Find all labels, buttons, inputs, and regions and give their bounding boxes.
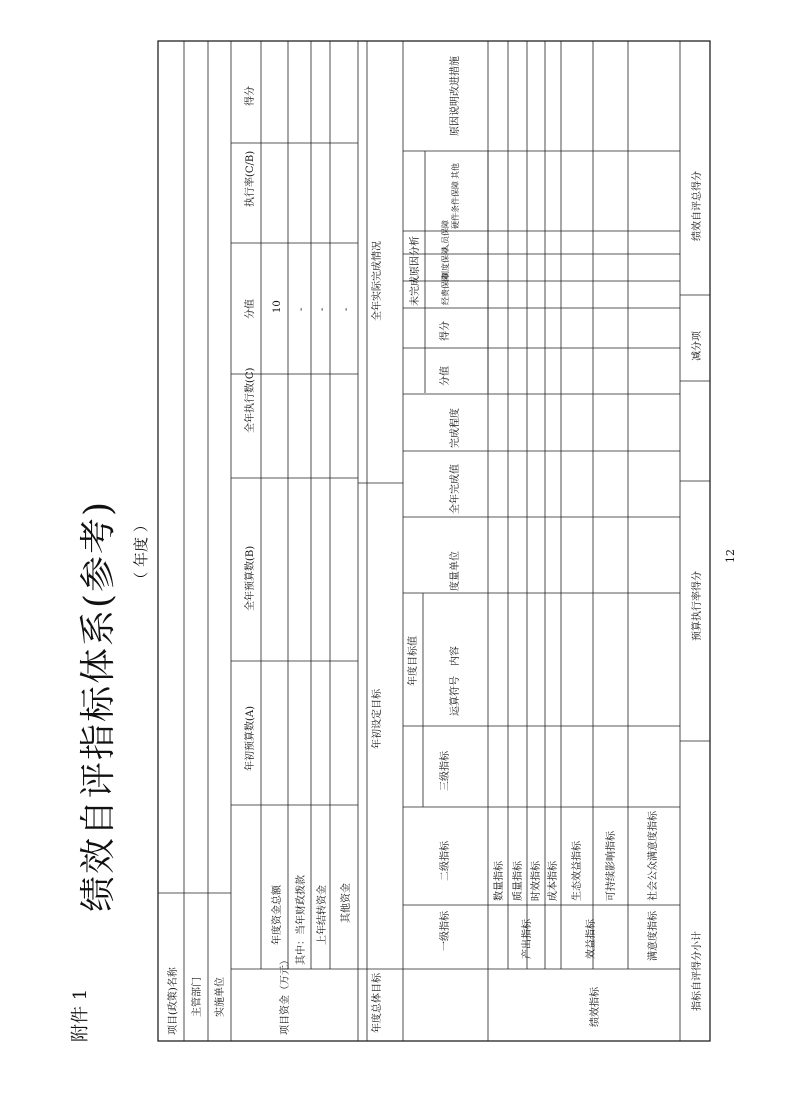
reason-other: 其他 xyxy=(451,163,460,179)
effect-item-eco: 生态效益指标 xyxy=(572,841,583,901)
unit-header: 度量单位 xyxy=(450,551,461,591)
fund-row-total: 年度资金总额 xyxy=(272,885,283,945)
degree-header: 完成程度 xyxy=(450,408,461,448)
level2-header: 二级指标 xyxy=(440,841,451,881)
attachment-label: 附件 1 xyxy=(70,988,91,1042)
year-value-header: 全年完成值 xyxy=(450,464,461,514)
page-subtitle: （ 年度 ） xyxy=(132,517,150,587)
project-name-label: 项目(政策)名称 xyxy=(168,967,179,1035)
effect-label: 效益指标 xyxy=(586,919,597,959)
unit-label: 实施单位 xyxy=(215,977,226,1017)
deduct-label: 减分项 xyxy=(692,331,703,361)
goal-actual: 全年实际完成情况 xyxy=(372,241,383,321)
target-header: 年度目标值 xyxy=(408,636,419,686)
level1-header: 一级指标 xyxy=(440,911,451,951)
output-item-cost: 成本指标 xyxy=(548,861,559,901)
perf-label: 绩效指标 xyxy=(590,987,601,1027)
header-budget-b: 全年预算数(B) xyxy=(245,545,256,611)
budget-score-label: 预算执行率得分 xyxy=(692,571,703,641)
unfinished-header: 未完成原因分析 xyxy=(410,236,421,306)
dept-label: 主管部门 xyxy=(192,977,203,1017)
grid-lines xyxy=(158,41,710,1041)
output-item-timeliness: 时效指标 xyxy=(531,861,542,901)
satisfaction-label: 满意度指标 xyxy=(648,911,659,961)
score-value-1: - xyxy=(296,307,307,311)
header-got: 得分 xyxy=(245,86,256,106)
subtotal-label: 指标自评得分小计 xyxy=(692,931,703,1011)
table-border xyxy=(158,41,710,1041)
improve-header: 改进措施 xyxy=(450,56,461,96)
header-budget-c: 全年执行数(C) xyxy=(245,367,256,433)
content-header: 内容 xyxy=(450,646,461,666)
reason-staff: 人员保障 xyxy=(441,220,450,252)
header-score: 分值 xyxy=(245,299,256,319)
fund-label: 项目资金（万元） xyxy=(280,955,291,1035)
fund-row-other: 其他资金 xyxy=(341,883,352,923)
page-title: 绩效自评指标体系(参考) xyxy=(78,499,119,913)
reason-funding: 经费保障 xyxy=(441,273,450,305)
output-label: 产出指标 xyxy=(522,919,533,959)
score-value-3: - xyxy=(341,307,352,311)
reason-system: 制度保障 xyxy=(441,247,450,279)
header-rate: 执行率(C/B) xyxy=(245,150,256,207)
indicator-score-header: 分值 xyxy=(440,366,451,386)
goal-initial: 年初设定目标 xyxy=(372,689,383,749)
total-label: 绩效自评总得分 xyxy=(692,171,703,241)
op-header: 运算符号 xyxy=(450,676,461,716)
fund-row-carry: 上年结转资金 xyxy=(317,885,328,945)
header-budget-a: 年初预算数(A) xyxy=(245,705,256,771)
score-value-2: - xyxy=(317,307,328,311)
output-item-quantity: 数量指标 xyxy=(494,861,505,901)
satisfaction-item: 社会公众满意度指标 xyxy=(648,811,659,901)
level3-header: 三级指标 xyxy=(440,751,451,791)
reason-desc-header: 原因说明 xyxy=(450,96,461,136)
score-value-0: 10 xyxy=(272,300,283,313)
reason-hardware: 硬件条件保障 xyxy=(451,181,460,229)
goal-label: 年度总体目标 xyxy=(372,973,383,1033)
fund-row-current: 其中：当年财政拨款 xyxy=(296,875,307,965)
output-item-quality: 质量指标 xyxy=(513,861,524,901)
effect-item-sustain: 可持续影响指标 xyxy=(606,831,617,901)
evaluation-table xyxy=(158,41,710,1041)
page-number: 12 xyxy=(724,549,737,563)
indicator-got-header: 得分 xyxy=(440,321,451,341)
